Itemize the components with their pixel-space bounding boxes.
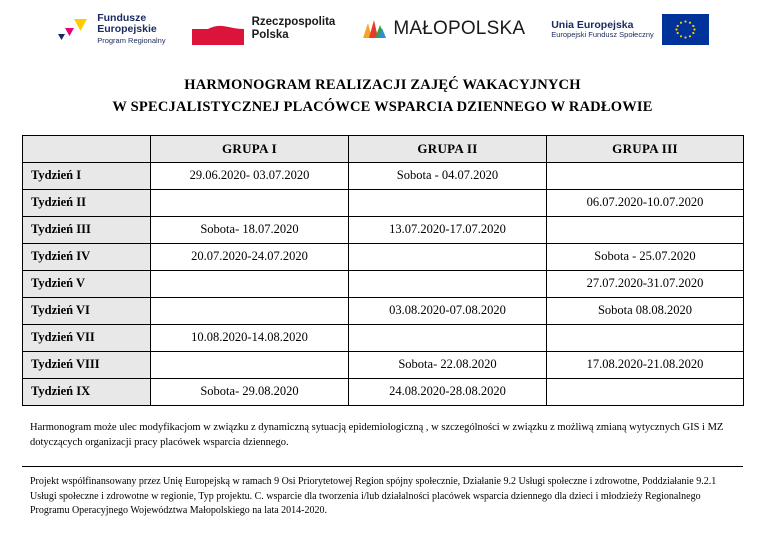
row-header-week-7: Tydzień VII [23, 324, 151, 351]
cell-w3-g3 [547, 216, 744, 243]
cell-w7-g1: 10.08.2020-14.08.2020 [151, 324, 349, 351]
fundusze-europejskie-text [97, 13, 165, 45]
title-line-1: HARMONOGRAM REALIZACJI ZAJĘĆ WAKACYJNYCH [184, 77, 581, 93]
page-title [0, 74, 765, 119]
logo-bar [0, 0, 765, 54]
cell-w2-g2 [349, 189, 547, 216]
table-row [23, 324, 744, 351]
unia-europejska-text [551, 19, 654, 40]
title-line-2: W SPECJALISTYCZNEJ PLACÓWCE WSPARCIA DZIENNEGO W RADŁOWIE [112, 99, 653, 116]
row-header-week-3: Tydzień III [23, 216, 151, 243]
table-row [23, 270, 744, 297]
ue-line2: Europejski Fundusz Społeczny [551, 29, 654, 39]
cell-w4-g1: 20.07.2020-24.07.2020 [151, 243, 349, 270]
table-row [23, 162, 744, 189]
row-header-week-8: Tydzień VIII [23, 351, 151, 378]
schedule-note: Harmonogram może ulec modyfikacjom w związku z dynamiczną sytuacją epidemiologiczną , w szczególności w związku z możliwą zmianą wytycznych GIS i MZ dotyczących organizacji pracy placówek wsparcia dziennego. [30, 421, 724, 449]
table-row [23, 189, 744, 216]
row-header-week-4: Tydzień IV [23, 243, 151, 270]
cell-w5-g2 [349, 270, 547, 297]
cell-w6-g1 [151, 297, 349, 324]
table-row [23, 351, 744, 378]
rzeczpospolita-polska-logo-block [192, 14, 336, 45]
cell-w5-g3: 27.07.2020-31.07.2020 [547, 270, 744, 297]
cell-w4-g2 [349, 243, 547, 270]
row-header-week-6: Tydzień VI [23, 297, 151, 324]
column-header-grupa-2: GRUPA II [349, 135, 547, 162]
fundusze-europejskie-logo [56, 14, 90, 44]
polish-flag-icon [192, 14, 244, 45]
schedule-table-wrapper [0, 135, 765, 406]
fe-line2: Europejskie [97, 23, 157, 36]
table-header [23, 135, 744, 162]
cell-w9-g2: 24.08.2020-28.08.2020 [349, 378, 547, 405]
footer-divider [22, 466, 743, 467]
table-row [23, 216, 744, 243]
cell-w3-g1: Sobota- 18.07.2020 [151, 216, 349, 243]
cell-w2-g3: 06.07.2020-10.07.2020 [547, 189, 744, 216]
cell-w4-g3: Sobota - 25.07.2020 [547, 243, 744, 270]
malopolska-logo [361, 16, 387, 42]
cell-w1-g2: Sobota - 04.07.2020 [349, 162, 547, 189]
fe-line3: Program Regionalny [97, 35, 166, 45]
cell-w2-g1 [151, 189, 349, 216]
rp-line2: Polska [251, 29, 289, 41]
table-row [23, 378, 744, 405]
malopolska-logo-block [361, 16, 525, 42]
cell-w9-g1: Sobota- 29.08.2020 [151, 378, 349, 405]
unia-europejska-logo-block [551, 14, 709, 45]
eu-flag-icon [662, 14, 709, 45]
cell-w6-g3: Sobota 08.08.2020 [547, 297, 744, 324]
row-header-week-1: Tydzień I [23, 162, 151, 189]
table-row [23, 243, 744, 270]
table-header-row [23, 135, 744, 162]
cell-w1-g1: 29.06.2020- 03.07.2020 [151, 162, 349, 189]
fundusze-europejskie-logo-block [56, 13, 165, 45]
row-header-week-9: Tydzień IX [23, 378, 151, 405]
column-header-grupa-3: GRUPA III [547, 135, 744, 162]
column-header-grupa-1: GRUPA I [151, 135, 349, 162]
fe-line1: Fundusze [97, 12, 147, 25]
cell-w7-g2 [349, 324, 547, 351]
table-row [23, 297, 744, 324]
cell-w5-g1 [151, 270, 349, 297]
row-header-week-5: Tydzień V [23, 270, 151, 297]
rp-line1: Rzeczpospolita [251, 15, 336, 28]
cell-w8-g2: Sobota- 22.08.2020 [349, 351, 547, 378]
cell-w8-g3: 17.08.2020-21.08.2020 [547, 351, 744, 378]
cell-w9-g3 [547, 378, 744, 405]
funding-footer: Projekt współfinansowany przez Unię Europejską w ramach 9 Osi Priorytetowej Region spójny społecznie, Działanie 9.2 Usługi społeczne i zdrowotne, Poddziałanie 9.2.1 Usługi społeczne i zdrowotne w regionie, Typ projektu. C. wsparcie dla tworzenia i/lub działalności placówek wsparcia dziennego dla dzieci i młodzieży Regionalnego Programu Operacyjnego Województwa Małopolskiego na lata 2014-2020. [30, 476, 717, 517]
table-corner-cell [23, 135, 151, 162]
cell-w1-g3 [547, 162, 744, 189]
malopolska-text: MAŁOPOLSKA [393, 18, 526, 39]
cell-w7-g3 [547, 324, 744, 351]
table-body [23, 162, 744, 405]
schedule-table [22, 135, 744, 406]
cell-w3-g2: 13.07.2020-17.07.2020 [349, 216, 547, 243]
row-header-week-2: Tydzień II [23, 189, 151, 216]
cell-w6-g2: 03.08.2020-07.08.2020 [349, 297, 547, 324]
cell-w8-g1 [151, 351, 349, 378]
ue-line1: Unia Europejska [551, 18, 634, 31]
rzeczpospolita-polska-text [252, 16, 336, 42]
